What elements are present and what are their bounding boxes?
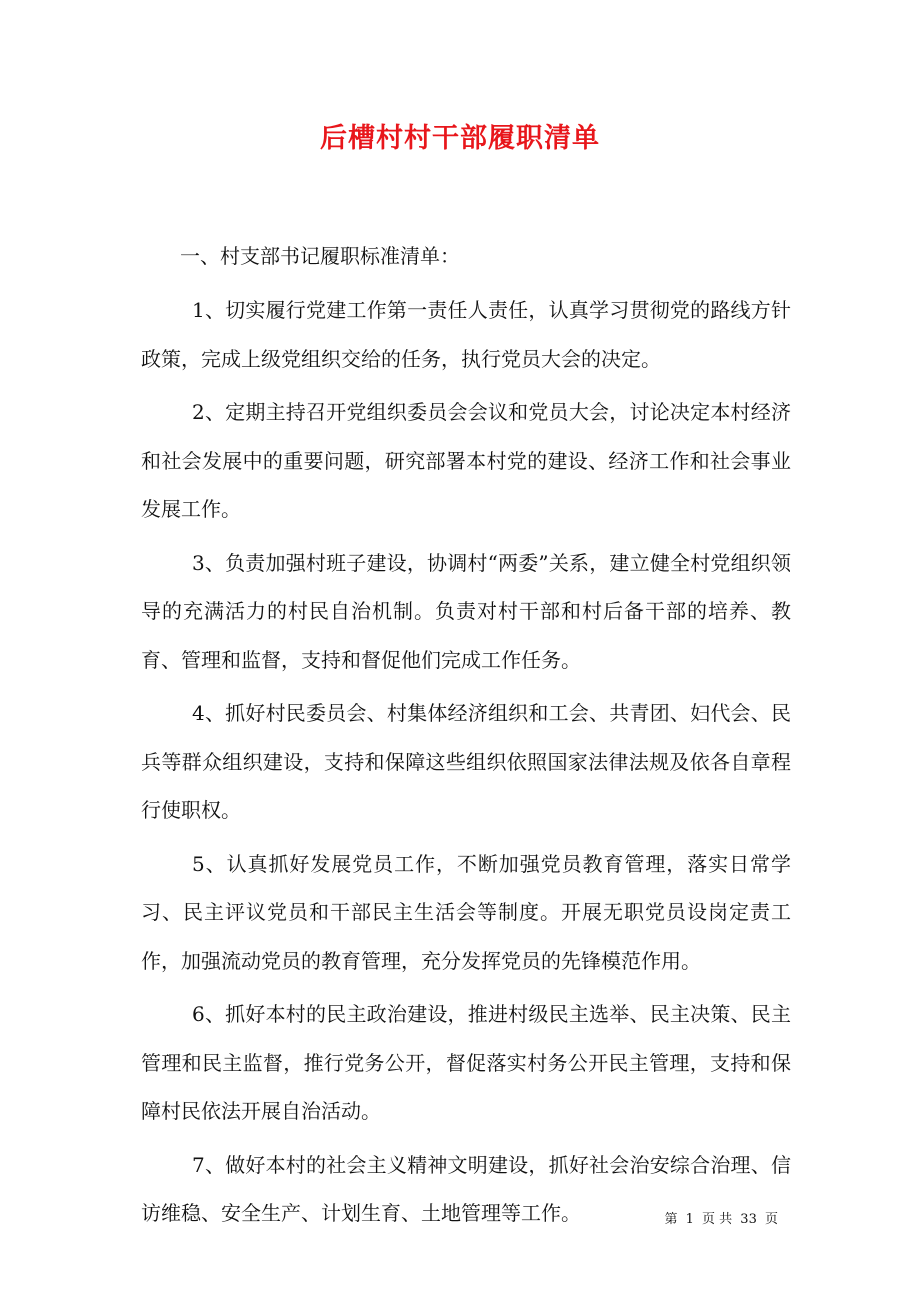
document-body xyxy=(141,226,791,1243)
paragraph-5: 5、认真抓好发展党员工作，不断加强党员教育管理，落实日常学习、民主评议党员和干部民主生活会等制度。开展无职党员设岗定责工作，加强流动党员的教育管理，充分发挥党员的先锋模范作用。 xyxy=(141,851,791,973)
paragraph-6: 6、抓好本村的民主政治建设，推进村级民主选举、民主决策、民主管理和民主监督，推行党务公开，督促落实村务公开民主管理，支持和保障村民依法开展自治活动。 xyxy=(141,1002,791,1123)
paragraph-2: 2、定期主持召开党组织委员会会议和党员大会，讨论决定本村经济和社会发展中的重要问题，研究部署本村党的建设、经济工作和社会事业发展工作。 xyxy=(141,400,791,521)
paragraph-1: 1、切实履行党建工作第一责任人责任，认真学习贯彻党的路线方针政策，完成上级党组织交给的任务，执行党员大会的决定。 xyxy=(141,298,791,371)
paragraph-4: 4、抓好村民委员会、村集体经济组织和工会、共青团、妇代会、民兵等群众组织建设，支持和保障这些组织依照国家法律法规及依各自章程行使职权。 xyxy=(141,701,791,822)
paragraph-7: 7、做好本村的社会主义精神文明建设，抓好社会治安综合治理、信访维稳、安全生产、计划生育、土地管理等工作。 xyxy=(141,1152,791,1225)
page-label-suffix: 页 xyxy=(764,1212,778,1227)
page-footer xyxy=(662,1208,780,1227)
current-page-number: 1 xyxy=(685,1212,694,1227)
total-pages-number: 33 xyxy=(740,1212,757,1227)
document-title: 后槽村村干部履职清单 xyxy=(320,123,600,154)
page-label-mid: 页 共 xyxy=(702,1212,733,1227)
section-heading: 一、村支部书记履职标准清单： xyxy=(180,244,460,268)
paragraph-3: 3、负责加强村班子建设，协调村“两委”关系，建立健全村党组织领导的充满活力的村民自治机制。负责对村干部和村后备干部的培养、教育、管理和监督，支持和督促他们完成工作任务。 xyxy=(141,550,791,672)
page-label-prefix: 第 xyxy=(664,1212,678,1227)
